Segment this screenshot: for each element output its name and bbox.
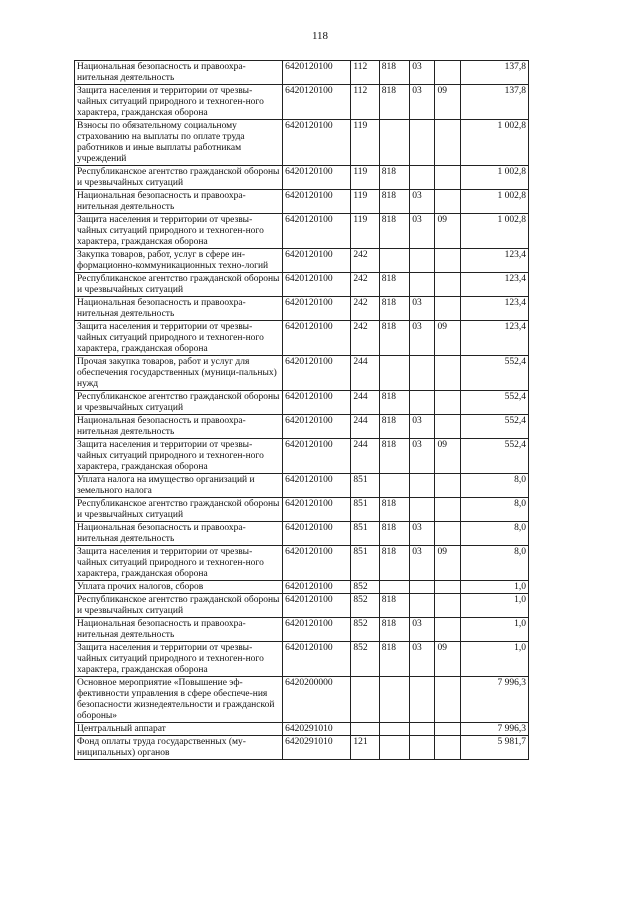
budget-table — [74, 60, 529, 760]
target-article-code-cell: 6420120100 — [283, 522, 351, 546]
table-row — [75, 618, 529, 642]
amount-cell: 1 002,8 — [460, 190, 528, 214]
expense-type-code-cell: 119 — [351, 214, 379, 249]
department-code-cell: 818 — [379, 166, 409, 190]
row-name-cell: Защита населения и территории от чрезвы-чайных ситуаций природного и техноген-ного характера, гражданская оборона — [75, 214, 283, 249]
table-row — [75, 522, 529, 546]
target-article-code-cell: 6420120100 — [283, 214, 351, 249]
table-row — [75, 498, 529, 522]
expense-type-code-cell: 244 — [351, 439, 379, 474]
expense-type-code-cell: 851 — [351, 546, 379, 581]
target-article-code-cell: 6420120100 — [283, 498, 351, 522]
expense-type-code-cell: 244 — [351, 415, 379, 439]
department-code-cell — [379, 677, 409, 723]
target-article-code-cell: 6420120100 — [283, 297, 351, 321]
amount-cell: 8,0 — [460, 474, 528, 498]
table-row — [75, 85, 529, 120]
amount-cell: 5 981,7 — [460, 736, 528, 760]
row-name-cell: Национальная безопасность и правоохра-нительная деятельность — [75, 190, 283, 214]
table-row — [75, 391, 529, 415]
target-article-code-cell: 6420291010 — [283, 723, 351, 736]
section-code-cell — [410, 249, 435, 273]
table-row — [75, 642, 529, 677]
row-name-cell: Основное мероприятие «Повышение эф-фективности управления в сфере обеспече-ния безопасности жизнедеятельности и гражданской обороны» — [75, 677, 283, 723]
row-name-cell: Уплата прочих налогов, сборов — [75, 581, 283, 594]
section-code-cell: 03 — [410, 415, 435, 439]
target-article-code-cell: 6420120100 — [283, 356, 351, 391]
section-code-cell: 03 — [410, 321, 435, 356]
expense-type-code-cell: 851 — [351, 498, 379, 522]
row-name-cell: Национальная безопасность и правоохра-нительная деятельность — [75, 618, 283, 642]
expense-type-code-cell: 852 — [351, 594, 379, 618]
department-code-cell: 818 — [379, 498, 409, 522]
expense-type-code-cell: 242 — [351, 249, 379, 273]
section-code-cell: 03 — [410, 85, 435, 120]
department-code-cell: 818 — [379, 61, 409, 85]
target-article-code-cell: 6420120100 — [283, 415, 351, 439]
section-code-cell — [410, 581, 435, 594]
section-code-cell — [410, 723, 435, 736]
row-name-cell: Фонд оплаты труда государственных (му-ниципальных) органов — [75, 736, 283, 760]
department-code-cell — [379, 736, 409, 760]
amount-cell: 552,4 — [460, 439, 528, 474]
section-code-cell: 03 — [410, 439, 435, 474]
row-name-cell: Национальная безопасность и правоохра-нительная деятельность — [75, 522, 283, 546]
department-code-cell: 818 — [379, 391, 409, 415]
subsection-code-cell: 09 — [435, 439, 460, 474]
amount-cell: 1 002,8 — [460, 166, 528, 190]
target-article-code-cell: 6420120100 — [283, 391, 351, 415]
expense-type-code-cell: 242 — [351, 321, 379, 356]
amount-cell: 1,0 — [460, 594, 528, 618]
row-name-cell: Прочая закупка товаров, работ и услуг для обеспечения государственных (муници-пальных) нужд — [75, 356, 283, 391]
subsection-code-cell — [435, 594, 460, 618]
table-row — [75, 356, 529, 391]
table-row — [75, 474, 529, 498]
target-article-code-cell: 6420120100 — [283, 618, 351, 642]
section-code-cell — [410, 677, 435, 723]
subsection-code-cell: 09 — [435, 85, 460, 120]
expense-type-code-cell: 242 — [351, 273, 379, 297]
row-name-cell: Защита населения и территории от чрезвы-чайных ситуаций природного и техноген-ного характера, гражданская оборона — [75, 439, 283, 474]
row-name-cell: Взносы по обязательному социальному страхованию на выплаты по оплате труда работников и иные выплаты работникам учреждений — [75, 120, 283, 166]
table-row — [75, 439, 529, 474]
expense-type-code-cell — [351, 723, 379, 736]
row-name-cell: Национальная безопасность и правоохра-нительная деятельность — [75, 61, 283, 85]
table-row — [75, 120, 529, 166]
table-row — [75, 723, 529, 736]
row-name-cell: Республиканское агентство гражданской обороны и чрезвычайных ситуаций — [75, 391, 283, 415]
subsection-code-cell: 09 — [435, 546, 460, 581]
row-name-cell: Республиканское агентство гражданской обороны и чрезвычайных ситуаций — [75, 166, 283, 190]
target-article-code-cell: 6420120100 — [283, 546, 351, 581]
table-row — [75, 321, 529, 356]
amount-cell: 137,8 — [460, 61, 528, 85]
department-code-cell — [379, 356, 409, 391]
department-code-cell: 818 — [379, 190, 409, 214]
subsection-code-cell — [435, 581, 460, 594]
expense-type-code-cell: 119 — [351, 190, 379, 214]
amount-cell: 1 002,8 — [460, 214, 528, 249]
row-name-cell: Центральный аппарат — [75, 723, 283, 736]
section-code-cell — [410, 736, 435, 760]
target-article-code-cell: 6420120100 — [283, 273, 351, 297]
subsection-code-cell — [435, 356, 460, 391]
expense-type-code-cell: 242 — [351, 297, 379, 321]
table-row — [75, 415, 529, 439]
subsection-code-cell: 09 — [435, 642, 460, 677]
amount-cell: 123,4 — [460, 249, 528, 273]
table-row — [75, 677, 529, 723]
target-article-code-cell: 6420120100 — [283, 321, 351, 356]
subsection-code-cell — [435, 618, 460, 642]
table-row — [75, 594, 529, 618]
department-code-cell: 818 — [379, 297, 409, 321]
section-code-cell: 03 — [410, 297, 435, 321]
department-code-cell: 818 — [379, 618, 409, 642]
row-name-cell: Уплата налога на имущество организаций и земельного налога — [75, 474, 283, 498]
department-code-cell: 818 — [379, 522, 409, 546]
target-article-code-cell: 6420120100 — [283, 594, 351, 618]
subsection-code-cell: 09 — [435, 214, 460, 249]
target-article-code-cell: 6420200000 — [283, 677, 351, 723]
expense-type-code-cell: 119 — [351, 120, 379, 166]
amount-cell: 552,4 — [460, 415, 528, 439]
row-name-cell: Защита населения и территории от чрезвы-чайных ситуаций природного и техноген-ного характера, гражданская оборона — [75, 642, 283, 677]
department-code-cell: 818 — [379, 594, 409, 618]
row-name-cell: Защита населения и территории от чрезвы-чайных ситуаций природного и техноген-ного характера, гражданская оборона — [75, 321, 283, 356]
amount-cell: 552,4 — [460, 356, 528, 391]
section-code-cell: 03 — [410, 546, 435, 581]
section-code-cell — [410, 474, 435, 498]
department-code-cell: 818 — [379, 321, 409, 356]
department-code-cell: 818 — [379, 85, 409, 120]
department-code-cell: 818 — [379, 214, 409, 249]
section-code-cell — [410, 498, 435, 522]
table-row — [75, 297, 529, 321]
amount-cell: 7 996,3 — [460, 723, 528, 736]
target-article-code-cell: 6420120100 — [283, 120, 351, 166]
section-code-cell — [410, 594, 435, 618]
department-code-cell — [379, 581, 409, 594]
subsection-code-cell — [435, 736, 460, 760]
target-article-code-cell: 6420120100 — [283, 190, 351, 214]
budget-table-body — [75, 61, 529, 760]
expense-type-code-cell: 851 — [351, 522, 379, 546]
expense-type-code-cell: 852 — [351, 581, 379, 594]
table-row — [75, 249, 529, 273]
subsection-code-cell — [435, 249, 460, 273]
subsection-code-cell — [435, 190, 460, 214]
target-article-code-cell: 6420120100 — [283, 61, 351, 85]
subsection-code-cell — [435, 474, 460, 498]
amount-cell: 123,4 — [460, 321, 528, 356]
department-code-cell: 818 — [379, 546, 409, 581]
subsection-code-cell — [435, 723, 460, 736]
department-code-cell: 818 — [379, 642, 409, 677]
row-name-cell: Национальная безопасность и правоохра-нительная деятельность — [75, 415, 283, 439]
amount-cell: 7 996,3 — [460, 677, 528, 723]
section-code-cell: 03 — [410, 642, 435, 677]
section-code-cell — [410, 166, 435, 190]
page-number: 118 — [311, 30, 329, 42]
table-row — [75, 61, 529, 85]
row-name-cell: Республиканское агентство гражданской обороны и чрезвычайных ситуаций — [75, 498, 283, 522]
expense-type-code-cell: 112 — [351, 85, 379, 120]
subsection-code-cell — [435, 415, 460, 439]
amount-cell: 123,4 — [460, 297, 528, 321]
row-name-cell: Защита населения и территории от чрезвы-чайных ситуаций природного и техноген-ного характера, гражданская оборона — [75, 85, 283, 120]
subsection-code-cell — [435, 273, 460, 297]
subsection-code-cell — [435, 522, 460, 546]
department-code-cell — [379, 723, 409, 736]
amount-cell: 123,4 — [460, 273, 528, 297]
target-article-code-cell: 6420120100 — [283, 642, 351, 677]
expense-type-code-cell: 852 — [351, 618, 379, 642]
subsection-code-cell — [435, 297, 460, 321]
department-code-cell — [379, 120, 409, 166]
subsection-code-cell — [435, 61, 460, 85]
department-code-cell: 818 — [379, 273, 409, 297]
section-code-cell — [410, 356, 435, 391]
department-code-cell — [379, 249, 409, 273]
table-row — [75, 546, 529, 581]
expense-type-code-cell: 851 — [351, 474, 379, 498]
section-code-cell: 03 — [410, 618, 435, 642]
amount-cell: 8,0 — [460, 546, 528, 581]
section-code-cell: 03 — [410, 61, 435, 85]
target-article-code-cell: 6420120100 — [283, 166, 351, 190]
table-row — [75, 736, 529, 760]
subsection-code-cell — [435, 391, 460, 415]
expense-type-code-cell: 119 — [351, 166, 379, 190]
section-code-cell — [410, 273, 435, 297]
amount-cell: 552,4 — [460, 391, 528, 415]
section-code-cell: 03 — [410, 190, 435, 214]
table-row — [75, 581, 529, 594]
section-code-cell: 03 — [410, 214, 435, 249]
section-code-cell — [410, 120, 435, 166]
amount-cell: 1 002,8 — [460, 120, 528, 166]
expense-type-code-cell: 244 — [351, 356, 379, 391]
target-article-code-cell: 6420120100 — [283, 85, 351, 120]
amount-cell: 137,8 — [460, 85, 528, 120]
table-row — [75, 190, 529, 214]
table-row — [75, 273, 529, 297]
subsection-code-cell — [435, 498, 460, 522]
subsection-code-cell — [435, 166, 460, 190]
row-name-cell: Республиканское агентство гражданской обороны и чрезвычайных ситуаций — [75, 273, 283, 297]
target-article-code-cell: 6420120100 — [283, 474, 351, 498]
subsection-code-cell: 09 — [435, 321, 460, 356]
section-code-cell: 03 — [410, 522, 435, 546]
row-name-cell: Республиканское агентство гражданской обороны и чрезвычайных ситуаций — [75, 594, 283, 618]
amount-cell: 1,0 — [460, 642, 528, 677]
table-row — [75, 166, 529, 190]
target-article-code-cell: 6420120100 — [283, 581, 351, 594]
department-code-cell — [379, 474, 409, 498]
expense-type-code-cell: 244 — [351, 391, 379, 415]
department-code-cell: 818 — [379, 415, 409, 439]
amount-cell: 8,0 — [460, 522, 528, 546]
row-name-cell: Национальная безопасность и правоохра-нительная деятельность — [75, 297, 283, 321]
table-row — [75, 214, 529, 249]
department-code-cell: 818 — [379, 439, 409, 474]
row-name-cell: Защита населения и территории от чрезвы-чайных ситуаций природного и техноген-ного характера, гражданская оборона — [75, 546, 283, 581]
section-code-cell — [410, 391, 435, 415]
expense-type-code-cell — [351, 677, 379, 723]
amount-cell: 1,0 — [460, 581, 528, 594]
target-article-code-cell: 6420291010 — [283, 736, 351, 760]
row-name-cell: Закупка товаров, работ, услуг в сфере ин-формационно-коммуникационных техно-логий — [75, 249, 283, 273]
amount-cell: 8,0 — [460, 498, 528, 522]
expense-type-code-cell: 121 — [351, 736, 379, 760]
target-article-code-cell: 6420120100 — [283, 249, 351, 273]
expense-type-code-cell: 112 — [351, 61, 379, 85]
subsection-code-cell — [435, 120, 460, 166]
subsection-code-cell — [435, 677, 460, 723]
amount-cell: 1,0 — [460, 618, 528, 642]
expense-type-code-cell: 852 — [351, 642, 379, 677]
target-article-code-cell: 6420120100 — [283, 439, 351, 474]
